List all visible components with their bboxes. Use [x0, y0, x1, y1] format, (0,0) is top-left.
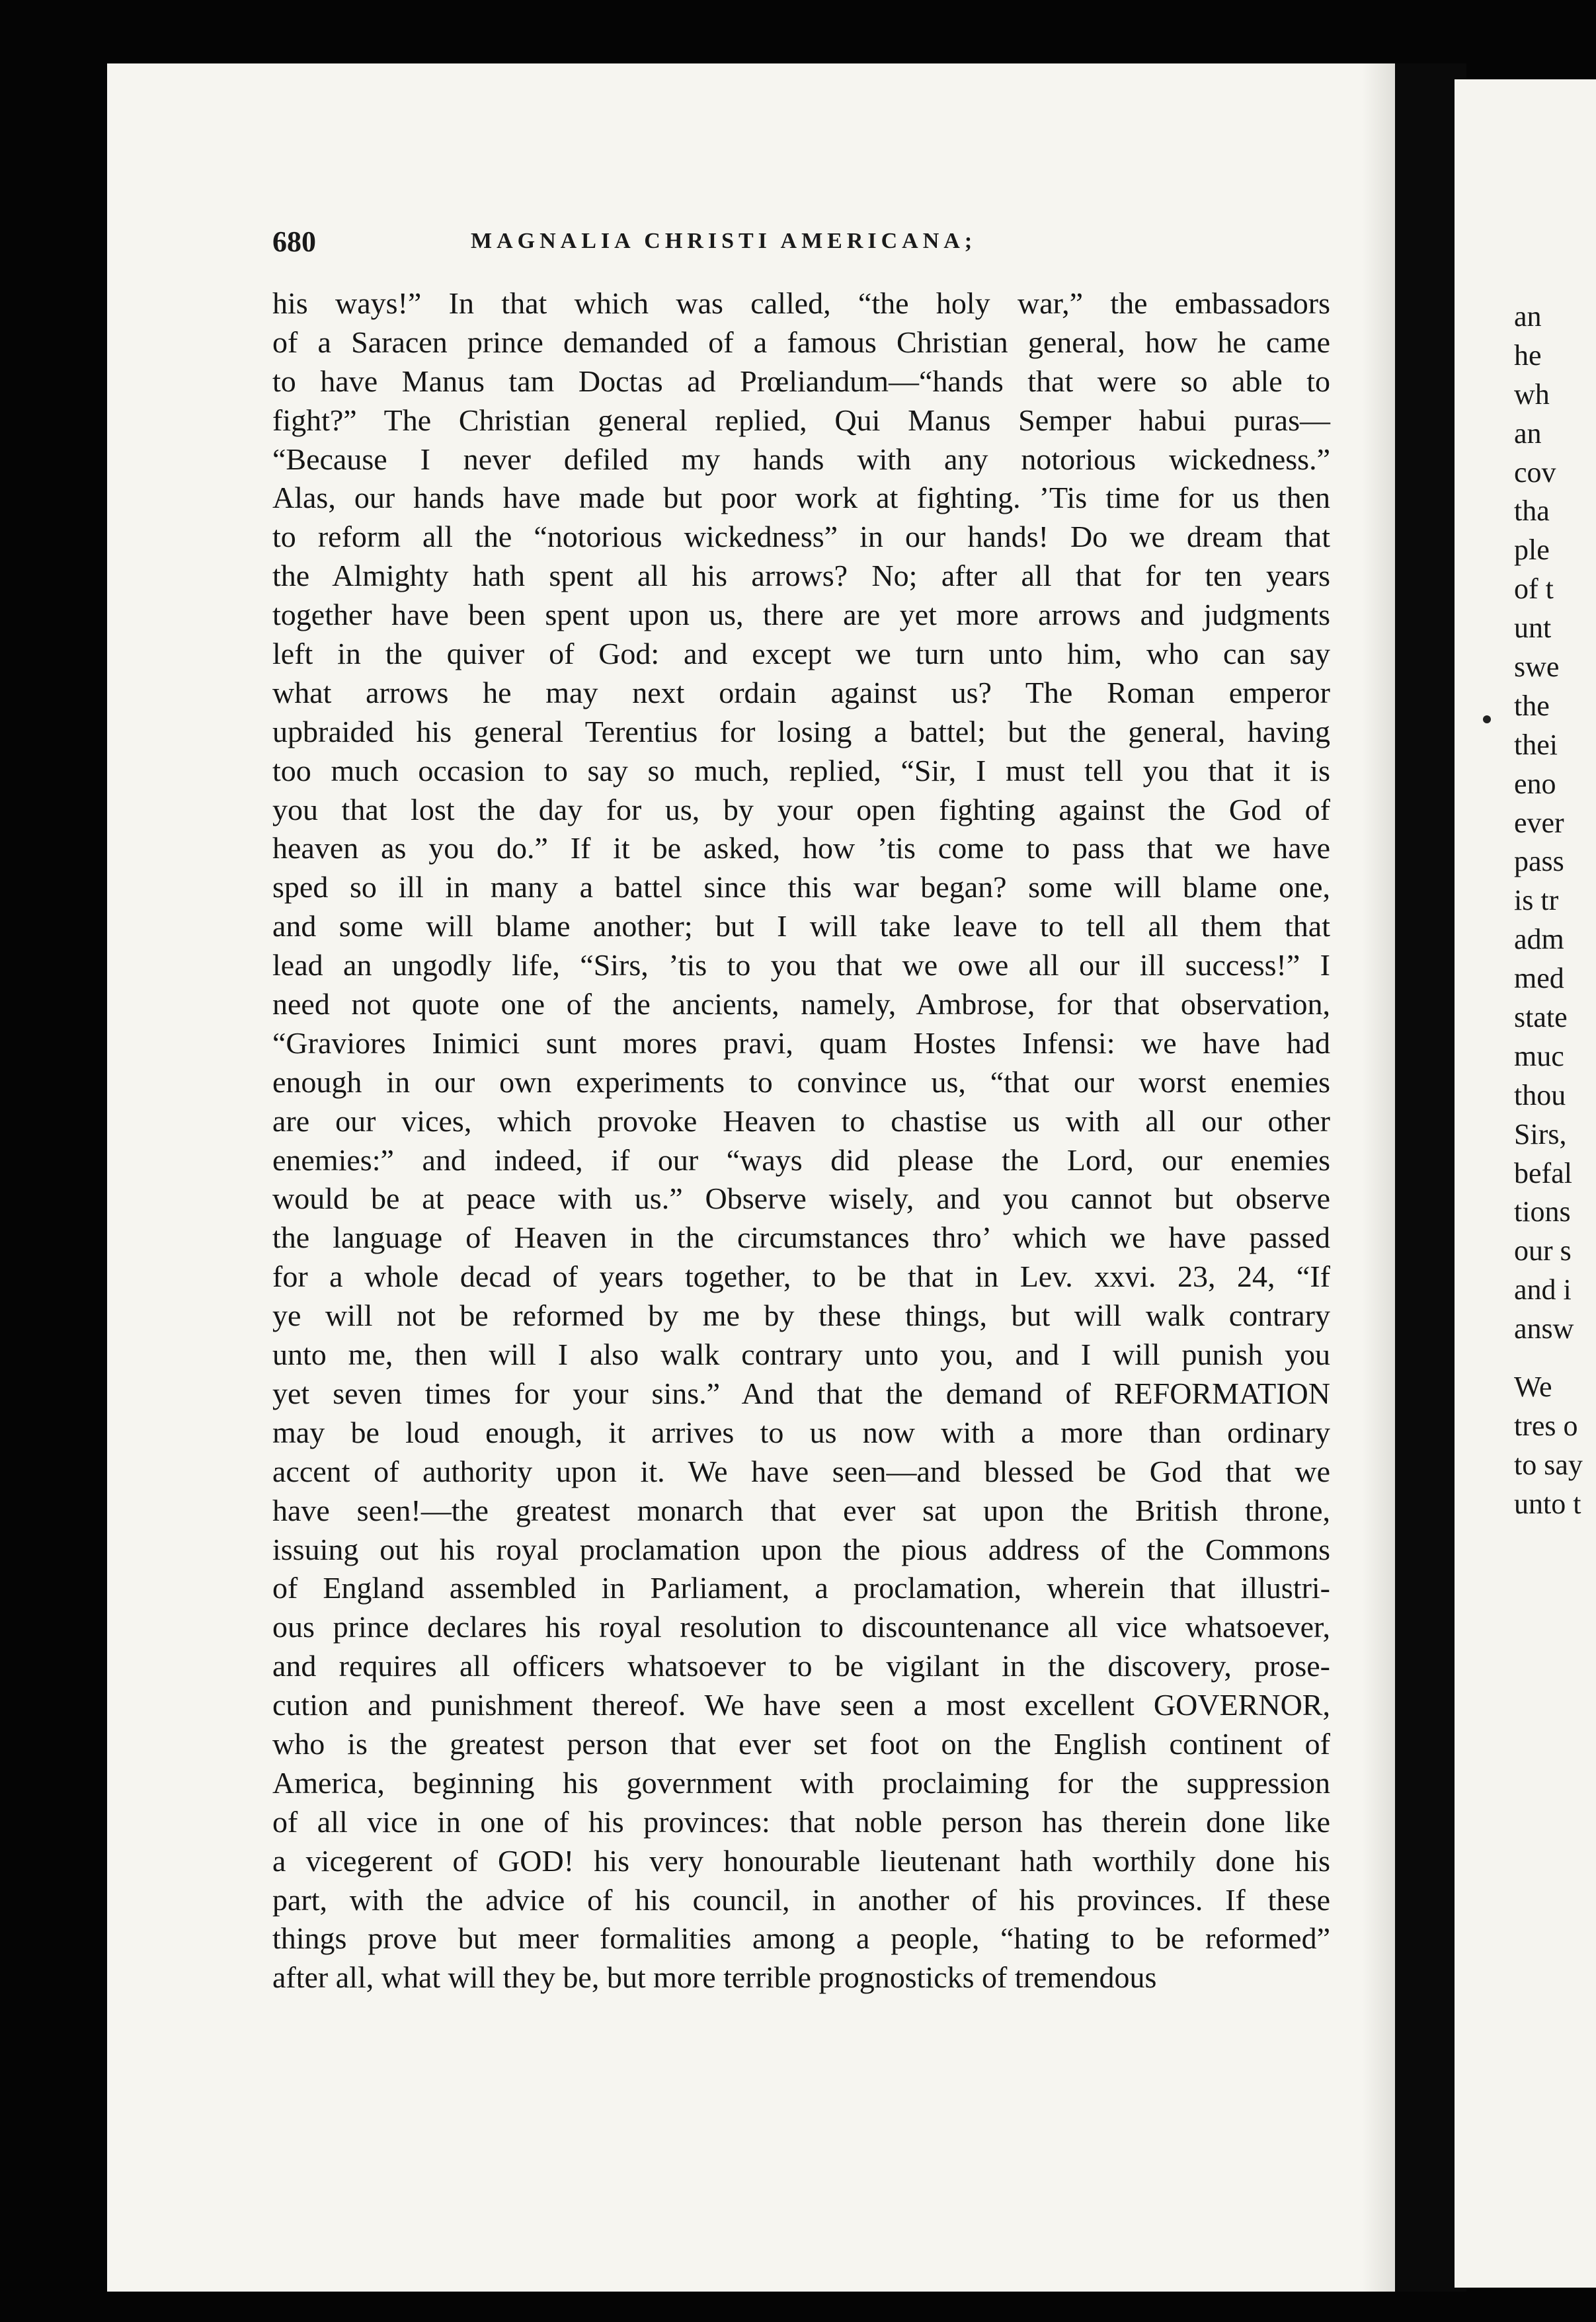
- facing-line: We: [1514, 1371, 1552, 1404]
- text-line: “Because I never defiled my hands with any notorious wickedness.”: [272, 442, 1330, 476]
- text-line: may be loud enough, it arrives to us now with a more than ordinary: [272, 1415, 1330, 1449]
- facing-line: our s: [1514, 1234, 1572, 1267]
- ink-speck: [1483, 715, 1491, 723]
- facing-line: med: [1514, 962, 1564, 995]
- text-line: the Almighty hath spent all his arrows? No; after all that for ten years: [272, 559, 1330, 593]
- facing-line: befal: [1514, 1156, 1572, 1189]
- facing-line: state: [1514, 1001, 1568, 1034]
- running-title: MAGNALIA CHRISTI AMERICANA;: [471, 229, 977, 253]
- text-line: of a Saracen prince demanded of a famous Christian general, how he came: [272, 325, 1330, 359]
- text-line: and requires all officers whatsoever to be vigilant in the discovery, prose-: [272, 1649, 1330, 1683]
- facing-line: thou: [1514, 1078, 1566, 1111]
- facing-line: ple: [1514, 534, 1550, 567]
- text-line: “Graviores Inimici sunt mores pravi, quam Hostes Infensi: we have had: [272, 1025, 1330, 1060]
- facing-line: tha: [1514, 495, 1550, 528]
- text-line: a vicegerent of GOD! his very honourable lieutenant hath worthily done his: [272, 1843, 1330, 1878]
- facing-line: swe: [1514, 651, 1560, 684]
- text-line: upbraided his general Terentius for losing a battel; but the general, having: [272, 714, 1330, 748]
- text-line: have seen!—the greatest monarch that ever sat upon the British throne,: [272, 1493, 1330, 1527]
- text-line: too much occasion to say so much, replied, “Sir, I must tell you that it is: [272, 753, 1330, 787]
- text-line: you that lost the day for us, by your open fighting against the God of: [272, 792, 1330, 826]
- text-line: after all, what will they be, but more terrible prognosticks of tremendous: [272, 1960, 1157, 1995]
- facing-line: thei: [1514, 728, 1558, 761]
- text-line: need not quote one of the ancients, namely, Ambrose, for that observation,: [272, 987, 1330, 1021]
- text-line: ye will not be reformed by me by these things, but will walk contrary: [272, 1299, 1330, 1333]
- page-number: 680: [272, 225, 316, 258]
- facing-line: an: [1514, 300, 1542, 333]
- text-line: left in the quiver of God: and except we turn unto him, who can say: [272, 637, 1330, 671]
- paragraph-gap: [1514, 1349, 1596, 1368]
- facing-line: he: [1514, 339, 1542, 372]
- facing-line: the: [1514, 689, 1550, 722]
- text-line: sped so ill in many a battel since this war began? some will blame one,: [272, 870, 1330, 904]
- text-line: America, beginning his government with proclaiming for the suppression: [272, 1765, 1330, 1800]
- text-line: the language of Heaven in the circumstances thro’ which we have passed: [272, 1221, 1330, 1255]
- text-line: of all vice in one of his provinces: that noble person has therein done like: [272, 1804, 1330, 1839]
- facing-line: answ: [1514, 1312, 1574, 1345]
- text-line: who is the greatest person that ever set foot on the English continent of: [272, 1726, 1330, 1761]
- facing-line: to say: [1514, 1448, 1583, 1481]
- text-line: part, with the advice of his council, in another of his provinces. If these: [272, 1882, 1330, 1917]
- main-text-block: [272, 284, 1330, 1997]
- text-line: are our vices, which provoke Heaven to chastise us with all our other: [272, 1103, 1330, 1138]
- facing-line: eno: [1514, 767, 1556, 800]
- facing-line: wh: [1514, 378, 1550, 411]
- facing-line: adm: [1514, 923, 1564, 956]
- facing-line: an: [1514, 417, 1542, 450]
- text-line: yet seven times for your sins.” And that the demand of REFORMATION: [272, 1376, 1330, 1410]
- text-line: his ways!” In that which was called, “the holy war,” the embassadors: [272, 286, 1330, 320]
- text-line: fight?” The Christian general replied, Qui Manus Semper habui puras—: [272, 403, 1330, 437]
- text-line: things prove but meer formalities among a people, “hating to be reformed”: [272, 1921, 1330, 1956]
- facing-line: unt: [1514, 612, 1552, 645]
- facing-line: tions: [1514, 1195, 1571, 1228]
- text-line: enough in our own experiments to convince us, “that our worst enemies: [272, 1064, 1330, 1099]
- text-line: to reform all the “notorious wickedness” in our hands! Do we dream that: [272, 520, 1330, 554]
- text-line: Alas, our hands have made but poor work at fighting. ’Tis time for us then: [272, 481, 1330, 515]
- facing-page-text: [1514, 298, 1596, 1524]
- text-line: together have been spent upon us, there are yet more arrows and judgments: [272, 598, 1330, 632]
- text-line: to have Manus tam Doctas ad Prœliandum—“hands that were so able to: [272, 364, 1330, 398]
- text-line: heaven as you do.” If it be asked, how ’tis come to pass that we have: [272, 831, 1330, 865]
- facing-line: of t: [1514, 573, 1554, 606]
- text-line: lead an ungodly life, “Sirs, ’tis to you that we owe all our ill success!” I: [272, 948, 1330, 982]
- facing-line: muc: [1514, 1039, 1564, 1072]
- facing-line: tres o: [1514, 1409, 1578, 1442]
- facing-line: and i: [1514, 1273, 1572, 1306]
- running-head: [272, 225, 1396, 271]
- facing-line: ever: [1514, 806, 1564, 839]
- text-line: unto me, then will I also walk contrary unto you, and I will punish you: [272, 1338, 1330, 1372]
- text-line: issuing out his royal proclamation upon the pious address of the Commons: [272, 1532, 1330, 1566]
- facing-line: is tr: [1514, 884, 1559, 917]
- text-line: accent of authority upon it. We have seen—and blessed be God that we: [272, 1454, 1330, 1488]
- facing-line: unto t: [1514, 1487, 1581, 1520]
- text-line: and some will blame another; but I will take leave to tell all them that: [272, 909, 1330, 943]
- text-line: of England assembled in Parliament, a proclamation, wherein that illustri-: [272, 1571, 1330, 1605]
- text-line: would be at peace with us.” Observe wisely, and you cannot but observe: [272, 1181, 1330, 1216]
- facing-line: pass: [1514, 845, 1564, 878]
- text-line: for a whole decad of years together, to be that in Lev. xxvi. 23, 24, “If: [272, 1260, 1330, 1294]
- text-line: what arrows he may next ordain against us? The Roman emperor: [272, 675, 1330, 709]
- text-line: enemies:” and indeed, if our “ways did please the Lord, our enemies: [272, 1142, 1330, 1177]
- text-line: cution and punishment thereof. We have seen a most excellent GOVERNOR,: [272, 1688, 1330, 1722]
- text-line: ous prince declares his royal resolution to discountenance all vice whatsoever,: [272, 1610, 1330, 1644]
- facing-line: Sirs,: [1514, 1117, 1567, 1150]
- facing-line: cov: [1514, 456, 1556, 489]
